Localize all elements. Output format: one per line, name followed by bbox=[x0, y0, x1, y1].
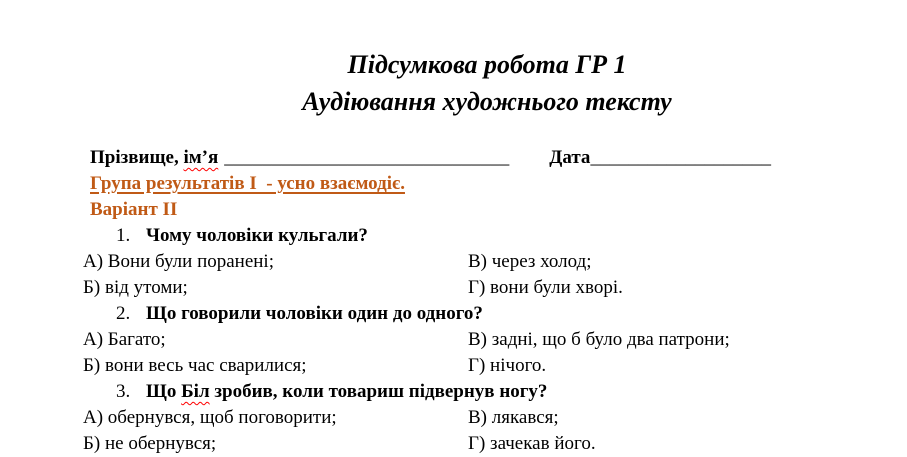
name-label: Прізвище, bbox=[90, 147, 184, 168]
option-row bbox=[83, 353, 891, 379]
question-number: 3. bbox=[116, 381, 131, 402]
title-line-1: Підсумкова робота ГР 1 bbox=[347, 50, 627, 79]
option-left: Б) не обернувся; bbox=[83, 433, 217, 454]
name-blank[interactable]: ______________________________ bbox=[224, 147, 510, 168]
question-prompt-prefix: Що bbox=[146, 381, 182, 402]
question-block bbox=[83, 301, 891, 379]
name-date-line bbox=[90, 145, 891, 171]
question-heading bbox=[83, 223, 891, 249]
option-right: Г) нічого. bbox=[468, 355, 547, 376]
question-prompt bbox=[146, 303, 483, 324]
option-left: Б) вони весь час сварилися; bbox=[83, 355, 307, 376]
question-block bbox=[83, 223, 891, 301]
question-block bbox=[83, 379, 891, 457]
question-heading bbox=[83, 301, 891, 327]
question-prompt-spellchecked-word: Біл bbox=[181, 381, 210, 402]
question-heading bbox=[83, 379, 891, 405]
title-line-2: Аудіювання художнього тексту bbox=[302, 87, 672, 116]
option-row bbox=[83, 327, 891, 353]
question-number: 1. bbox=[116, 225, 131, 246]
date-blank[interactable]: ___________________ bbox=[590, 147, 771, 168]
group-results-heading: Група результатів І - усно взаємодіє. bbox=[90, 173, 405, 194]
name-label-spellchecked-word: ім’я bbox=[183, 147, 219, 168]
option-right: Г) вони були хворі. bbox=[468, 277, 623, 298]
option-left: А) обернувся, щоб поговорити; bbox=[83, 407, 337, 428]
document-title bbox=[83, 46, 891, 120]
group-results-line bbox=[90, 171, 891, 197]
question-prompt-prefix: Чому чоловіки кульгали? bbox=[146, 225, 368, 246]
date-label: Дата bbox=[549, 147, 591, 168]
option-left: А) Багато; bbox=[83, 329, 166, 350]
option-row bbox=[83, 275, 891, 301]
option-rows bbox=[83, 327, 891, 379]
variant-line bbox=[90, 197, 891, 223]
questions bbox=[83, 223, 891, 457]
question-prompt bbox=[146, 225, 368, 246]
question-prompt bbox=[146, 381, 547, 402]
option-row bbox=[83, 249, 891, 275]
question-prompt-prefix: Що говорили чоловіки один до одного? bbox=[146, 303, 483, 324]
option-right: В) лякався; bbox=[468, 407, 559, 428]
option-rows bbox=[83, 249, 891, 301]
option-left: Б) від утоми; bbox=[83, 277, 188, 298]
option-row bbox=[83, 405, 891, 431]
variant-heading: Варіант ІІ bbox=[90, 199, 178, 220]
option-left: А) Вони були поранені; bbox=[83, 251, 274, 272]
question-number: 2. bbox=[116, 303, 131, 324]
option-right: Г) зачекав його. bbox=[468, 433, 596, 454]
option-right: В) через холод; bbox=[468, 251, 592, 272]
option-right: В) задні, що б було два патрони; bbox=[468, 329, 730, 350]
option-rows bbox=[83, 405, 891, 457]
question-prompt-suffix: зробив, коли товариш підвернув ногу? bbox=[209, 381, 548, 402]
option-row bbox=[83, 431, 891, 457]
